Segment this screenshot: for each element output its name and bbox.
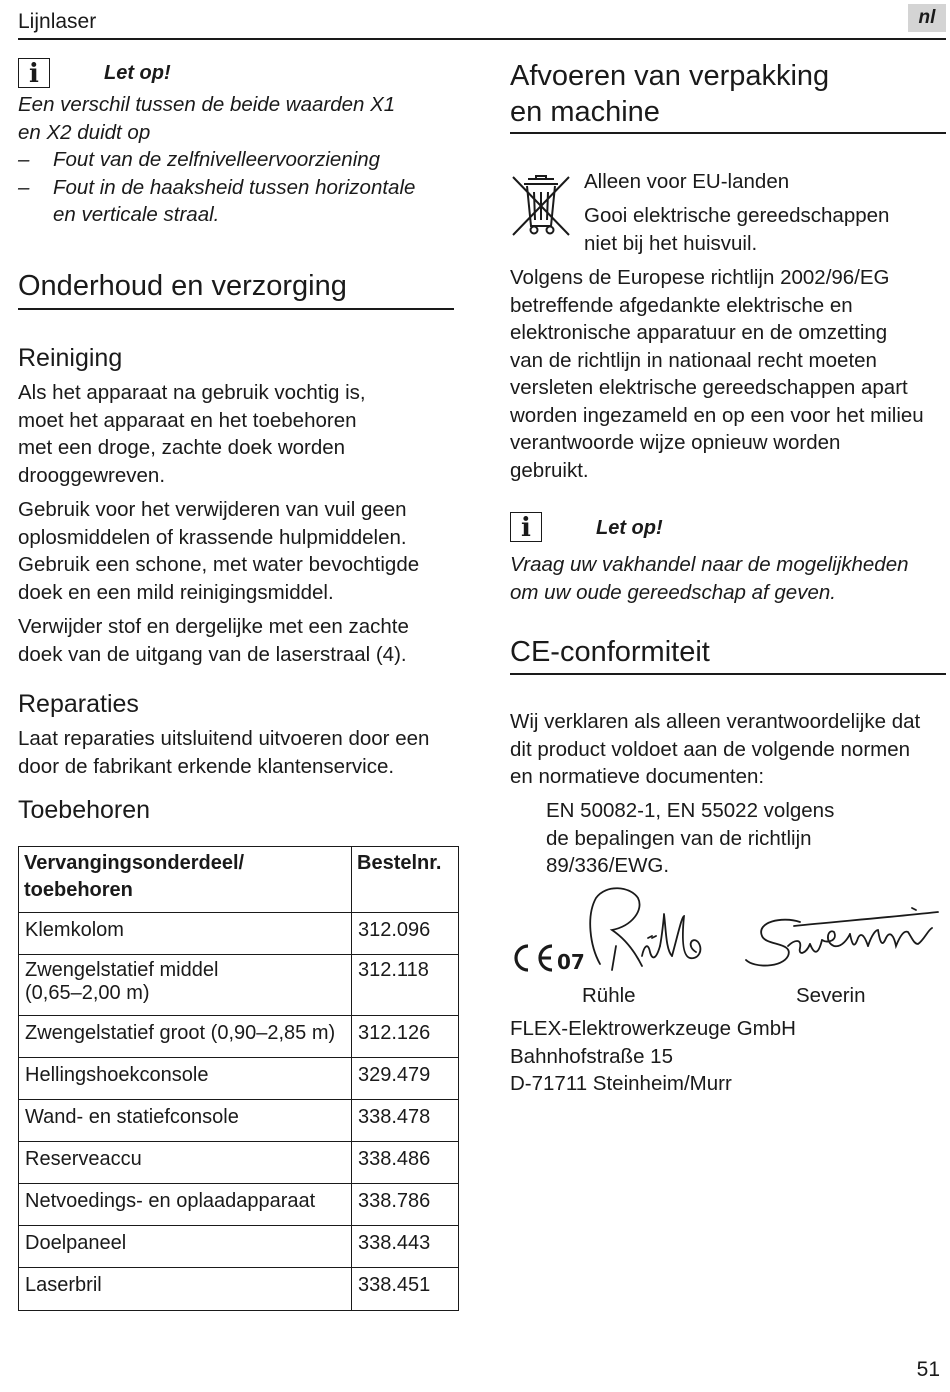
eu-only-text: Alleen voor EU-landen: [584, 170, 790, 193]
signature-ruhle-icon: [586, 886, 716, 976]
section-rule: [510, 673, 946, 675]
text-line: drooggewreven.: [18, 463, 166, 487]
order-number: 338.786: [352, 1184, 459, 1226]
signer-name-1: Rühle: [582, 984, 636, 1007]
text-line: Als het apparaat na gebruik vochtig is,: [18, 381, 366, 404]
part-name: Hellingshoekconsole: [19, 1058, 352, 1100]
title-line: Afvoeren van verpakking: [510, 60, 830, 92]
header-line: toebehoren: [24, 879, 133, 901]
part-name: Wand- en statiefconsole: [19, 1100, 352, 1142]
text-line: en normatieve documenten:: [510, 765, 765, 788]
text-line: moet het apparaat en het toebehoren: [18, 408, 357, 432]
text-line: van de richtlijn in nationaal recht moeten: [510, 348, 877, 372]
section-rule: [18, 308, 454, 310]
section-title-maintenance: Onderhoud en verzorging: [18, 270, 347, 302]
part-name: Klemkolom: [19, 913, 352, 955]
text-line: Gebruik een schone, met water bevochtigde: [18, 553, 420, 576]
paragraph: [18, 496, 463, 606]
note-line: om uw oude gereedschap af geven.: [510, 580, 836, 604]
language-badge: nl: [908, 4, 946, 32]
text-line: verantwoorde wijze opnieuw worden: [510, 431, 841, 454]
part-name: Laserbril: [19, 1268, 352, 1311]
section-rule: [510, 132, 946, 134]
info-icon: i: [18, 58, 50, 88]
order-number: 312.126: [352, 1016, 459, 1058]
dash-bullet: –: [18, 175, 30, 199]
subsection-title-cleaning: Reiniging: [18, 344, 123, 372]
ce-norms: [546, 797, 834, 880]
table-row: [19, 1016, 459, 1058]
table-header-part: [19, 847, 352, 913]
table-header-order-number: Bestelnr.: [352, 847, 459, 913]
text-line: Wij verklaren als alleen verantwoordelijke dat: [510, 710, 921, 733]
paragraph: [18, 613, 463, 668]
part-name: Netvoedings- en oplaadapparaat: [19, 1184, 352, 1226]
note-line: en X2 duidt op: [18, 120, 151, 144]
note-label: Let op!: [596, 517, 663, 539]
text-line: doek van de uitgang van de laserstraal (4).: [18, 642, 407, 666]
text-line: niet bij het huisvuil.: [584, 231, 758, 255]
text-line: elektronische apparatuur en de omzetting: [510, 321, 888, 344]
order-number: 338.478: [352, 1100, 459, 1142]
signature-severin-icon: [742, 900, 942, 976]
company-address: [510, 1015, 796, 1098]
address-line: FLEX-Elektrowerkzeuge GmbH: [510, 1017, 796, 1040]
part-name: Doelpaneel: [19, 1226, 352, 1268]
order-number: 329.479: [352, 1058, 459, 1100]
order-number: 338.451: [352, 1268, 459, 1311]
table-row: [19, 1058, 459, 1100]
text-line: dit product voldoet aan de volgende normen: [510, 737, 911, 761]
note-list-item: [18, 146, 458, 174]
ce-mark-year: 07: [557, 950, 585, 974]
title-line: en machine: [510, 96, 660, 128]
note-text: [18, 91, 458, 229]
order-number: 312.096: [352, 913, 459, 955]
table-row: [19, 1226, 459, 1268]
note-item-line: en verticale straal.: [53, 203, 220, 226]
dash-bullet: –: [18, 148, 30, 171]
accessories-table: [18, 846, 459, 1311]
table-row: [19, 913, 459, 955]
header-line: Vervangingsonderdeel/: [24, 852, 245, 874]
part-name: [19, 955, 352, 1016]
text-line: versleten elektrische gereedschappen apart: [510, 376, 908, 399]
subsection-title-accessories: Toebehoren: [18, 796, 151, 824]
part-name-line: Zwengelstatief middel: [25, 959, 219, 981]
text-line: de bepalingen van de richtlijn: [546, 826, 812, 850]
section-title-ce: CE-conformiteit: [510, 636, 710, 668]
header-rule: [18, 38, 946, 40]
table-row: [19, 1184, 459, 1226]
text-line: door de fabrikant erkende klantenservice.: [18, 754, 395, 778]
info-icon: i: [510, 512, 542, 542]
note-item-line: Fout van de zelfnivelleervoorziening: [53, 148, 381, 171]
text-line: oplosmiddelen of krassende hulpmiddelen.: [18, 525, 407, 549]
table-row: [19, 1100, 459, 1142]
crossed-out-bin-icon: [510, 174, 572, 238]
order-number: 338.486: [352, 1142, 459, 1184]
subsection-title-repairs: Reparaties: [18, 690, 139, 718]
text-line: 89/336/EWG.: [546, 854, 670, 877]
paragraph: [18, 379, 463, 489]
address-line: D-71711 Steinheim/Murr: [510, 1072, 732, 1095]
disposal-text: [510, 264, 950, 484]
text-line: Gooi elektrische gereedschappen: [584, 204, 890, 227]
running-header-title: Lijnlaser: [18, 10, 97, 33]
order-number: 338.443: [352, 1226, 459, 1268]
part-name-line: (0,65–2,00 m): [25, 982, 150, 1004]
note-item-line: Fout in de haaksheid tussen horizontale: [53, 175, 416, 199]
text-line: Volgens de Europese richtlijn 2002/96/EG: [510, 266, 890, 289]
section-title-disposal: [510, 58, 829, 130]
text-line: Gebruik voor het verwijderen van vuil geen: [18, 498, 407, 521]
table-row: [19, 1142, 459, 1184]
text-line: Verwijder stof en dergelijke met een zachte: [18, 615, 409, 638]
part-name: Reserveaccu: [19, 1142, 352, 1184]
bin-text: [584, 202, 889, 257]
repairs-text: [18, 725, 463, 780]
note-text: [510, 551, 909, 606]
note-label: Let op!: [104, 62, 171, 84]
cleaning-text: [18, 379, 463, 675]
note-list-item: [18, 174, 458, 229]
text-line: met een droge, zachte doek worden: [18, 436, 346, 459]
note-line: Een verschil tussen de beide waarden X1: [18, 93, 396, 116]
order-number: 312.118: [352, 955, 459, 1016]
table-row: [19, 955, 459, 1016]
ce-text: [510, 708, 950, 791]
part-name: Zwengelstatief groot (0,90–2,85 m): [19, 1016, 352, 1058]
ce-mark-icon: [510, 942, 556, 974]
text-line: Laat reparaties uitsluitend uitvoeren door een: [18, 727, 430, 750]
signer-name-2: Severin: [796, 984, 866, 1007]
table-header-row: [19, 847, 459, 913]
text-line: worden ingezameld en op een voor het milieu: [510, 403, 924, 427]
table-row: [19, 1268, 459, 1311]
text-line: EN 50082-1, EN 55022 volgens: [546, 799, 835, 822]
text-line: doek en een mild reinigingsmiddel.: [18, 580, 334, 604]
text-line: betreffende afgedankte elektrische en: [510, 293, 853, 317]
note-line: Vraag uw vakhandel naar de mogelijkheden: [510, 553, 909, 576]
address-line: Bahnhofstraße 15: [510, 1044, 673, 1068]
page-number: 51: [916, 1358, 940, 1381]
text-line: gebruikt.: [510, 458, 589, 482]
